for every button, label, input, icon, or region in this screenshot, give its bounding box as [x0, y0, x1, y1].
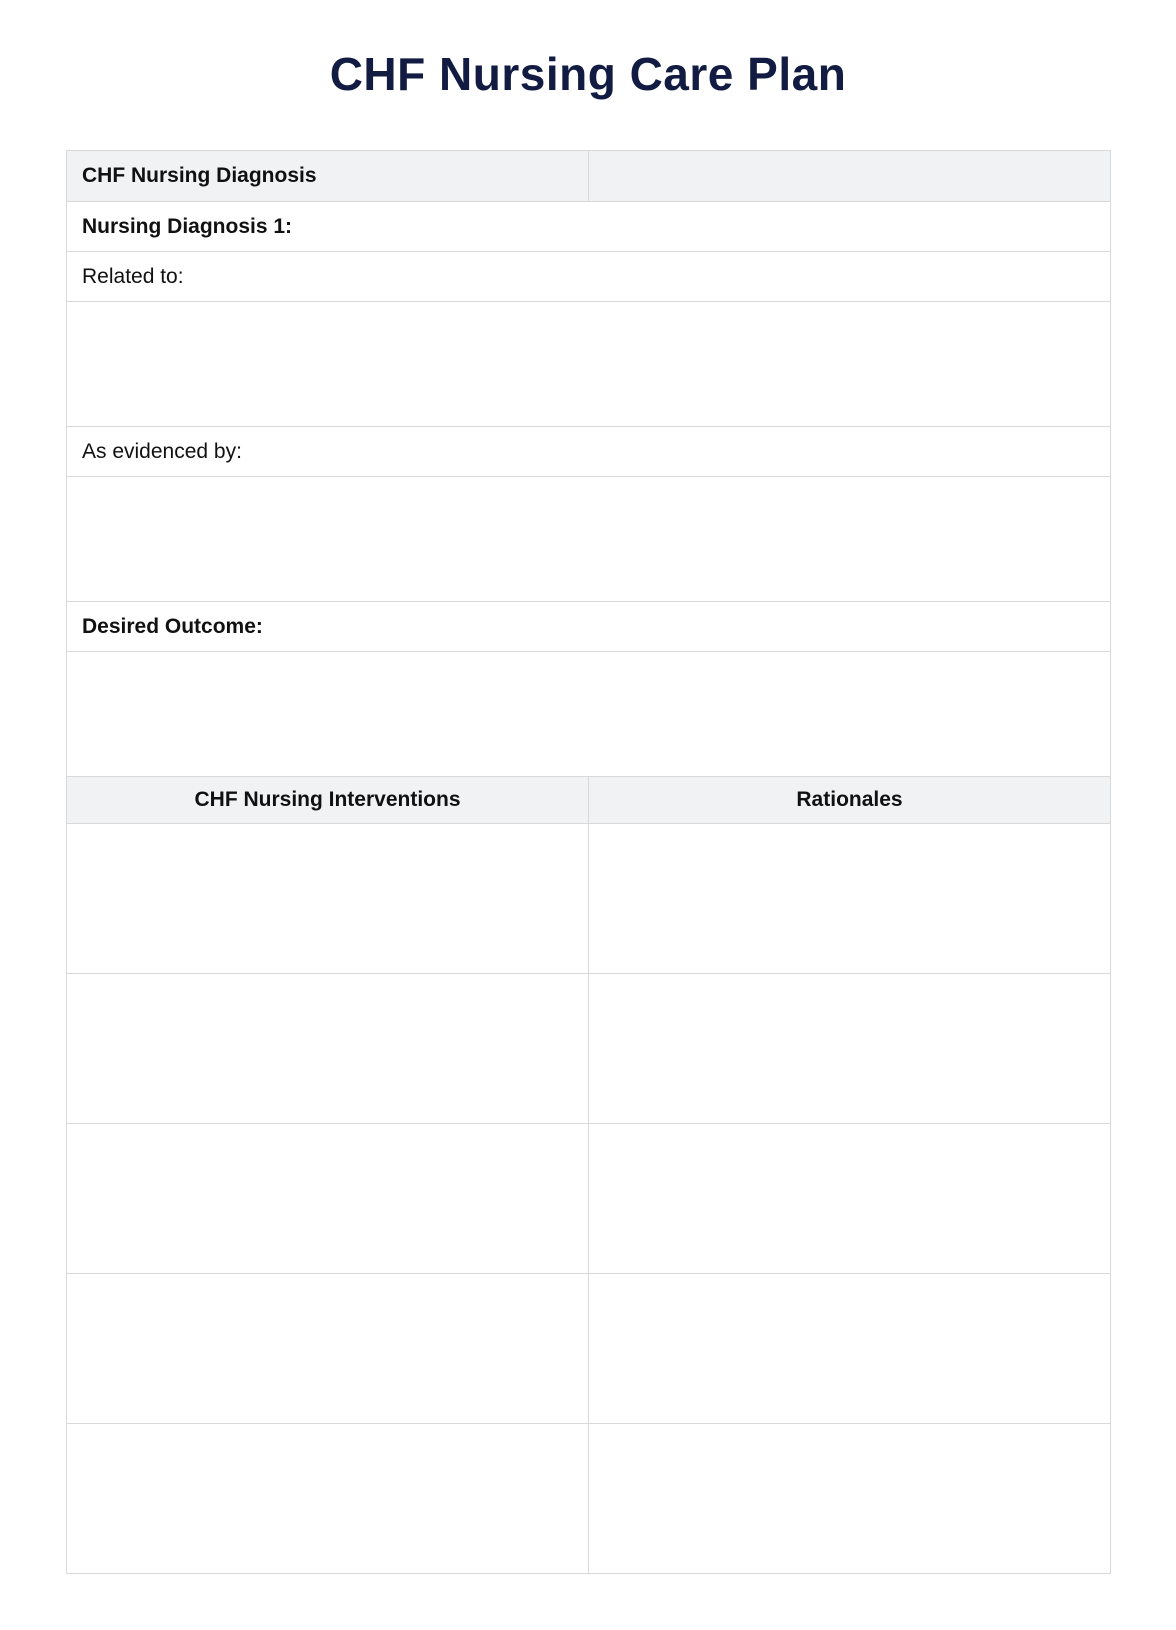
- intervention-field[interactable]: [67, 824, 589, 974]
- evidenced-by-label-row: [67, 427, 1111, 477]
- table-row: [67, 974, 1111, 1124]
- table-row: [67, 824, 1111, 974]
- page-title: CHF Nursing Care Plan: [329, 48, 847, 100]
- related-to-field[interactable]: [67, 302, 1111, 427]
- related-to-label: Related to:: [67, 252, 1111, 302]
- related-to-label-row: [67, 252, 1111, 302]
- care-plan-table: [66, 150, 1111, 1574]
- desired-outcome-label-row: [67, 602, 1111, 652]
- rationale-field[interactable]: [589, 1274, 1111, 1424]
- diagnosis-header-field[interactable]: [589, 151, 1111, 202]
- table-row: [67, 1124, 1111, 1274]
- evidenced-by-field[interactable]: [67, 477, 1111, 602]
- rationales-column-header: Rationales: [589, 777, 1111, 824]
- evidenced-by-label: As evidenced by:: [67, 427, 1111, 477]
- intervention-field[interactable]: [67, 1424, 589, 1574]
- rationale-field[interactable]: [589, 824, 1111, 974]
- rationale-field[interactable]: [589, 1424, 1111, 1574]
- rationale-field[interactable]: [589, 974, 1111, 1124]
- nursing-diagnosis-label: Nursing Diagnosis 1:: [67, 202, 1111, 252]
- intervention-field[interactable]: [67, 974, 589, 1124]
- diagnosis-header-label: CHF Nursing Diagnosis: [67, 151, 589, 202]
- interventions-header-row: [67, 777, 1111, 824]
- diagnosis-header-row: [67, 151, 1111, 202]
- nursing-diagnosis-row: [67, 202, 1111, 252]
- desired-outcome-field[interactable]: [67, 652, 1111, 777]
- evidenced-by-field-row: [67, 477, 1111, 602]
- intervention-field[interactable]: [67, 1274, 589, 1424]
- related-to-field-row: [67, 302, 1111, 427]
- interventions-column-header: CHF Nursing Interventions: [67, 777, 589, 824]
- intervention-field[interactable]: [67, 1124, 589, 1274]
- desired-outcome-label: Desired Outcome:: [67, 602, 1111, 652]
- rationale-field[interactable]: [589, 1124, 1111, 1274]
- table-row: [67, 1274, 1111, 1424]
- table-row: [67, 1424, 1111, 1574]
- desired-outcome-field-row: [67, 652, 1111, 777]
